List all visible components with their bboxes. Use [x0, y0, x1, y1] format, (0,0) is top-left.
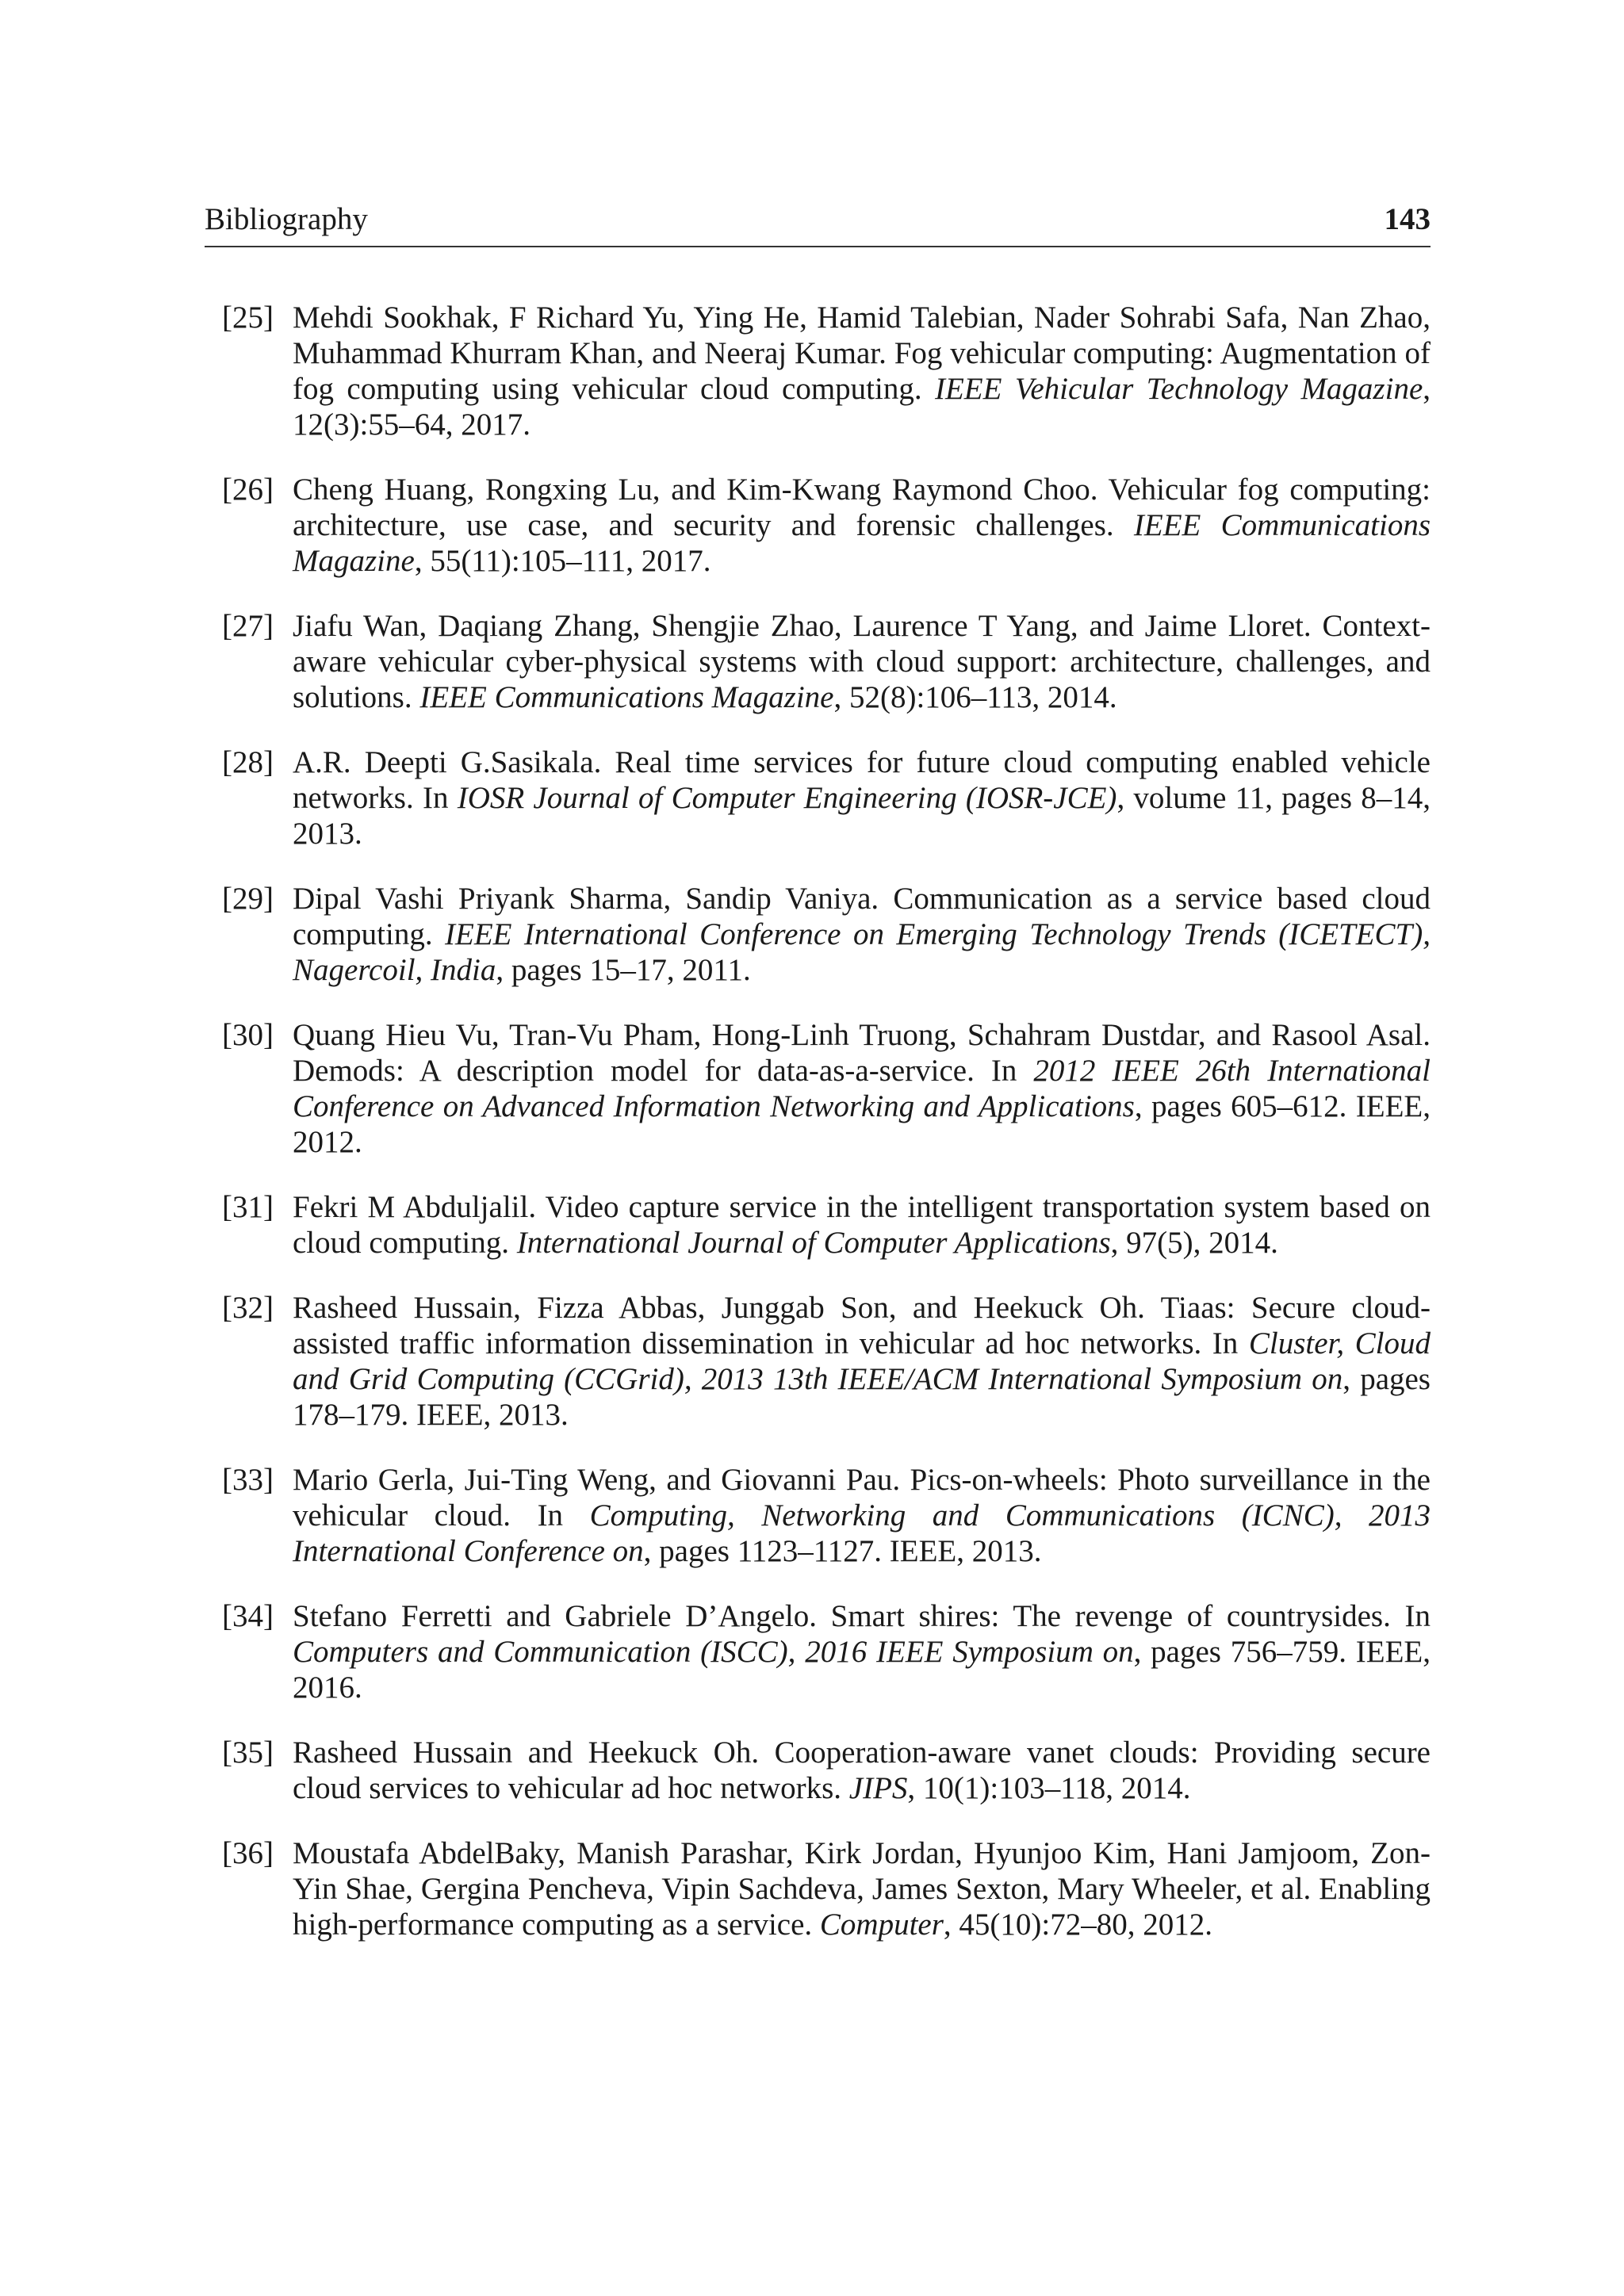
reference-entry — [205, 1290, 1431, 1433]
reference-authors-title: Dipal Vashi Priyank Sharma, Sandip Vaniya. Communication as a service based cloud computing. — [293, 882, 1431, 951]
reference-details: , volume 11, pages 8–14, 2013. — [293, 781, 1431, 851]
reference-text — [293, 1291, 1431, 1432]
reference-details: , 12(3):55–64, 2017. — [293, 372, 1431, 442]
reference-details: , pages 605–612. IEEE, 2012. — [293, 1089, 1431, 1159]
reference-details: , pages 756–759. IEEE, 2016. — [293, 1635, 1431, 1705]
reference-text — [293, 1190, 1431, 1260]
reference-venue: International Journal of Computer Applications — [516, 1226, 1111, 1260]
reference-text — [293, 473, 1431, 578]
reference-venue: IOSR Journal of Computer Engineering (IOSR-JCE) — [457, 781, 1117, 815]
reference-label: [28] — [222, 745, 274, 779]
reference-text — [293, 1735, 1431, 1805]
reference-venue: 2012 IEEE 26th International Conference on Advanced Information Networking and Applications — [293, 1054, 1431, 1123]
reference-authors-title: Moustafa AbdelBaky, Manish Parashar, Kirk Jordan, Hyunjoo Kim, Hani Jamjoom, Zon-Yin Shae, Gergina Pencheva, Vipin Sachdeva, James Sexton, Mary Wheeler, et al. Enabling high-performance computing as a service. — [293, 1836, 1431, 1942]
page-header — [205, 198, 1431, 247]
reference-label: [26] — [222, 473, 274, 507]
reference-authors-title: Mario Gerla, Jui-Ting Weng, and Giovanni Pau. Pics-on-wheels: Photo surveillance in the vehicular cloud. In — [293, 1463, 1431, 1533]
reference-details: , pages 1123–1127. IEEE, 2013. — [643, 1534, 1042, 1568]
reference-authors-title: Rasheed Hussain, Fizza Abbas, Junggab Son, and Heekuck Oh. Tiaas: Secure cloud-assisted traffic information dissemination in vehicular ad hoc networks. In — [293, 1291, 1431, 1360]
reference-text — [293, 882, 1431, 987]
reference-venue: IEEE Communications Magazine — [419, 680, 834, 714]
reference-details: , 52(8):106–113, 2014. — [833, 680, 1117, 714]
reference-venue: JIPS — [848, 1771, 908, 1805]
reference-venue: IEEE International Conference on Emerging Technology Trends (ICETECT), Nagercoil, India — [293, 917, 1431, 987]
reference-label: [32] — [222, 1291, 274, 1325]
reference-entry — [205, 1462, 1431, 1569]
reference-text — [293, 1599, 1431, 1705]
reference-details: , 97(5), 2014. — [1110, 1226, 1278, 1260]
reference-label: [27] — [222, 609, 274, 643]
reference-venue: Cluster, Cloud and Grid Computing (CCGrid), 2013 13th IEEE/ACM International Symposium on — [293, 1326, 1431, 1396]
reference-entry — [205, 1835, 1431, 1942]
reference-label: [29] — [222, 882, 274, 916]
reference-venue: Computers and Communication (ISCC), 2016 IEEE Symposium on — [293, 1635, 1134, 1669]
reference-details: , pages 15–17, 2011. — [496, 953, 751, 987]
reference-details: , pages 178–179. IEEE, 2013. — [293, 1362, 1431, 1432]
reference-text — [293, 300, 1431, 442]
reference-entry — [205, 744, 1431, 851]
bibliography-list — [205, 300, 1431, 1972]
reference-text — [293, 745, 1431, 851]
reference-entry — [205, 472, 1431, 579]
reference-text — [293, 609, 1431, 714]
reference-label: [25] — [222, 300, 274, 335]
reference-authors-title: Quang Hieu Vu, Tran-Vu Pham, Hong-Linh Truong, Schahram Dustdar, and Rasool Asal. Demods: A description model for data-as-a-service. In — [293, 1018, 1431, 1088]
reference-label: [30] — [222, 1018, 274, 1052]
reference-details: , 45(10):72–80, 2012. — [943, 1908, 1212, 1942]
reference-entry — [205, 608, 1431, 715]
page-number: 143 — [1384, 202, 1431, 236]
reference-label: [35] — [222, 1735, 274, 1770]
reference-authors-title: Jiafu Wan, Daqiang Zhang, Shengjie Zhao, Laurence T Yang, and Jaime Lloret. Context-aware vehicular cyber-physical systems with cloud support: architecture, challenges, and solutions. — [293, 609, 1431, 714]
reference-authors-title: Rasheed Hussain and Heekuck Oh. Cooperation-aware vanet clouds: Providing secure cloud services to vehicular ad hoc networks. — [293, 1735, 1431, 1805]
reference-text — [293, 1836, 1431, 1942]
reference-venue: Computing, Networking and Communications (ICNC), 2013 International Conference on — [293, 1498, 1431, 1568]
reference-label: [33] — [222, 1463, 274, 1497]
reference-label: [31] — [222, 1190, 274, 1224]
reference-text — [293, 1463, 1431, 1568]
reference-authors-title: Mehdi Sookhak, F Richard Yu, Ying He, Hamid Talebian, Nader Sohrabi Safa, Nan Zhao, Muhammad Khurram Khan, and Neeraj Kumar. Fog vehicular computing: Augmentation of fog computing using vehicular cloud computing. — [293, 300, 1431, 406]
reference-authors-title: Fekri M Abduljalil. Video capture service in the intelligent transportation system based on cloud computing. — [293, 1190, 1431, 1260]
reference-venue: IEEE Vehicular Technology Magazine — [934, 372, 1423, 406]
reference-label: [36] — [222, 1836, 274, 1870]
reference-venue: Computer — [819, 1908, 944, 1942]
reference-entry — [205, 1598, 1431, 1705]
reference-entry — [205, 1189, 1431, 1261]
reference-entry — [205, 1017, 1431, 1160]
running-title: Bibliography — [205, 202, 368, 236]
reference-entry — [205, 300, 1431, 442]
reference-venue: IEEE Communications Magazine — [293, 508, 1431, 578]
reference-details: , 10(1):103–118, 2014. — [907, 1771, 1191, 1805]
reference-text — [293, 1018, 1431, 1159]
reference-entry — [205, 1735, 1431, 1806]
reference-label: [34] — [222, 1599, 274, 1633]
reference-entry — [205, 881, 1431, 988]
reference-authors-title: A.R. Deepti G.Sasikala. Real time services for future cloud computing enabled vehicle networks. In — [293, 745, 1431, 815]
reference-authors-title: Cheng Huang, Rongxing Lu, and Kim-Kwang Raymond Choo. Vehicular fog computing: architecture, use case, and security and forensic challenges. — [293, 473, 1431, 542]
reference-details: , 55(11):105–111, 2017. — [414, 544, 711, 578]
reference-authors-title: Stefano Ferretti and Gabriele D’Angelo. Smart shires: The revenge of countrysides. In — [293, 1599, 1431, 1633]
